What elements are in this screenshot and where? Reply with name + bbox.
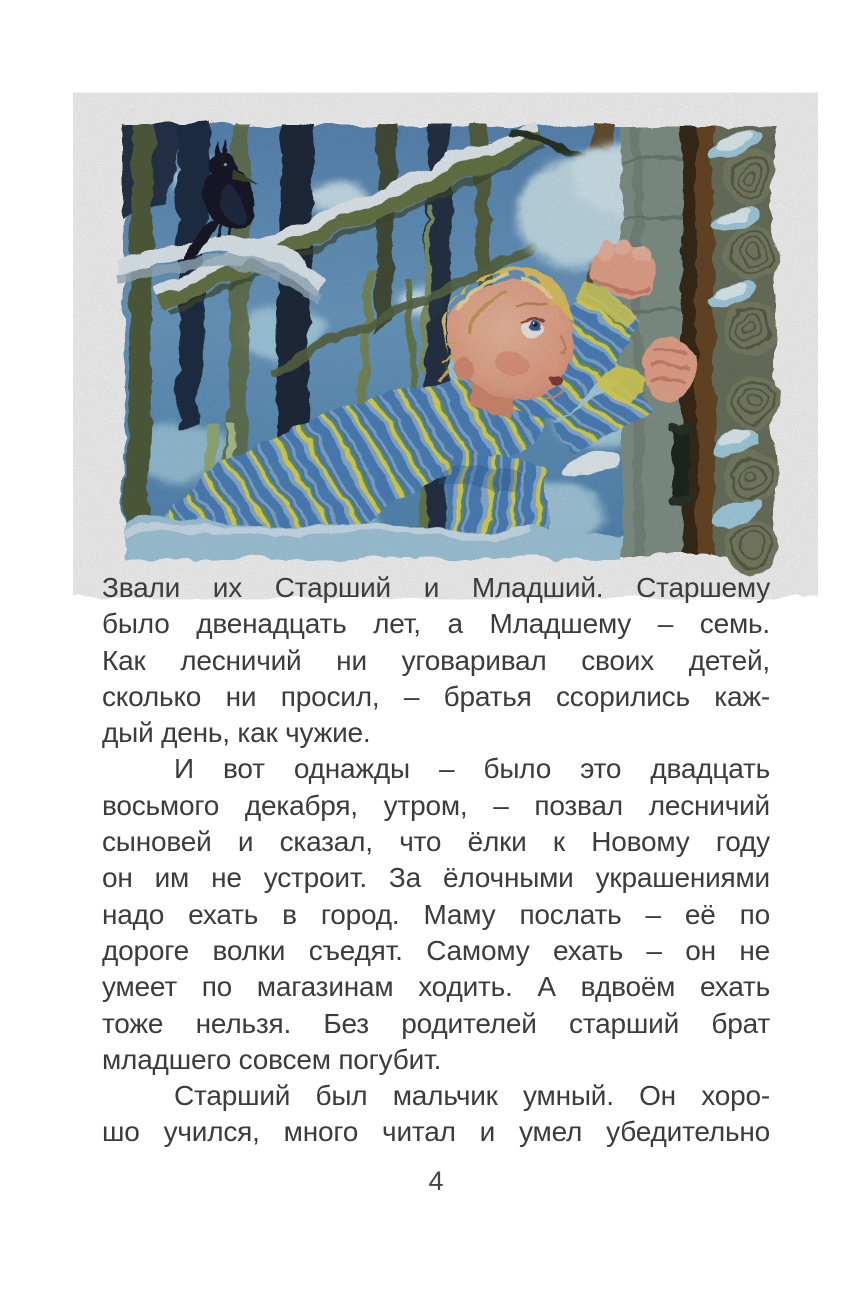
paint-grain-overlay xyxy=(121,123,769,553)
story-text xyxy=(102,570,770,1151)
text-line: дый день, как чужие. xyxy=(102,717,371,749)
text-line: сколько ни просил, – братья ссорились каж- xyxy=(102,680,770,712)
text-line: было двенадцать лет, а Младшему – семь. xyxy=(102,608,770,640)
page-number: 4 xyxy=(428,1166,444,1196)
book-illustration xyxy=(118,120,772,556)
illustration-svg xyxy=(118,120,772,556)
text-line: восьмого декабря, утром, – позвал лесничий xyxy=(102,789,770,821)
paragraph-1 xyxy=(102,570,770,751)
text-line: дороге волки съедят. Самому ехать – он не xyxy=(102,934,770,966)
text-line: тоже нельзя. Без родителей старший брат xyxy=(102,1007,770,1039)
text-line: он им не устроит. За ёлочными украшениями xyxy=(102,862,770,894)
text-line: Старший был мальчик умный. Он хоро- xyxy=(174,1080,770,1112)
page-footer xyxy=(102,1166,770,1197)
text-line: умеет по магазинам ходить. А вдвоём ехать xyxy=(102,971,770,1003)
text-line: Звали их Старший и Младший. Старшему xyxy=(102,572,770,603)
text-line: шо учился, много читал и умел убедительно xyxy=(102,1116,770,1148)
paragraph-3 xyxy=(102,1078,770,1151)
text-line: надо ехать в город. Маму послать – её по xyxy=(102,898,770,930)
text-line: сыновей и сказал, что ёлки к Новому году xyxy=(102,826,770,858)
text-line: младшего совсем погубит. xyxy=(102,1043,442,1075)
text-line: Как лесничий ни уговаривал своих детей, xyxy=(102,644,770,676)
text-line: И вот однажды – было это двадцать xyxy=(174,753,770,785)
paragraph-2 xyxy=(102,751,770,1078)
